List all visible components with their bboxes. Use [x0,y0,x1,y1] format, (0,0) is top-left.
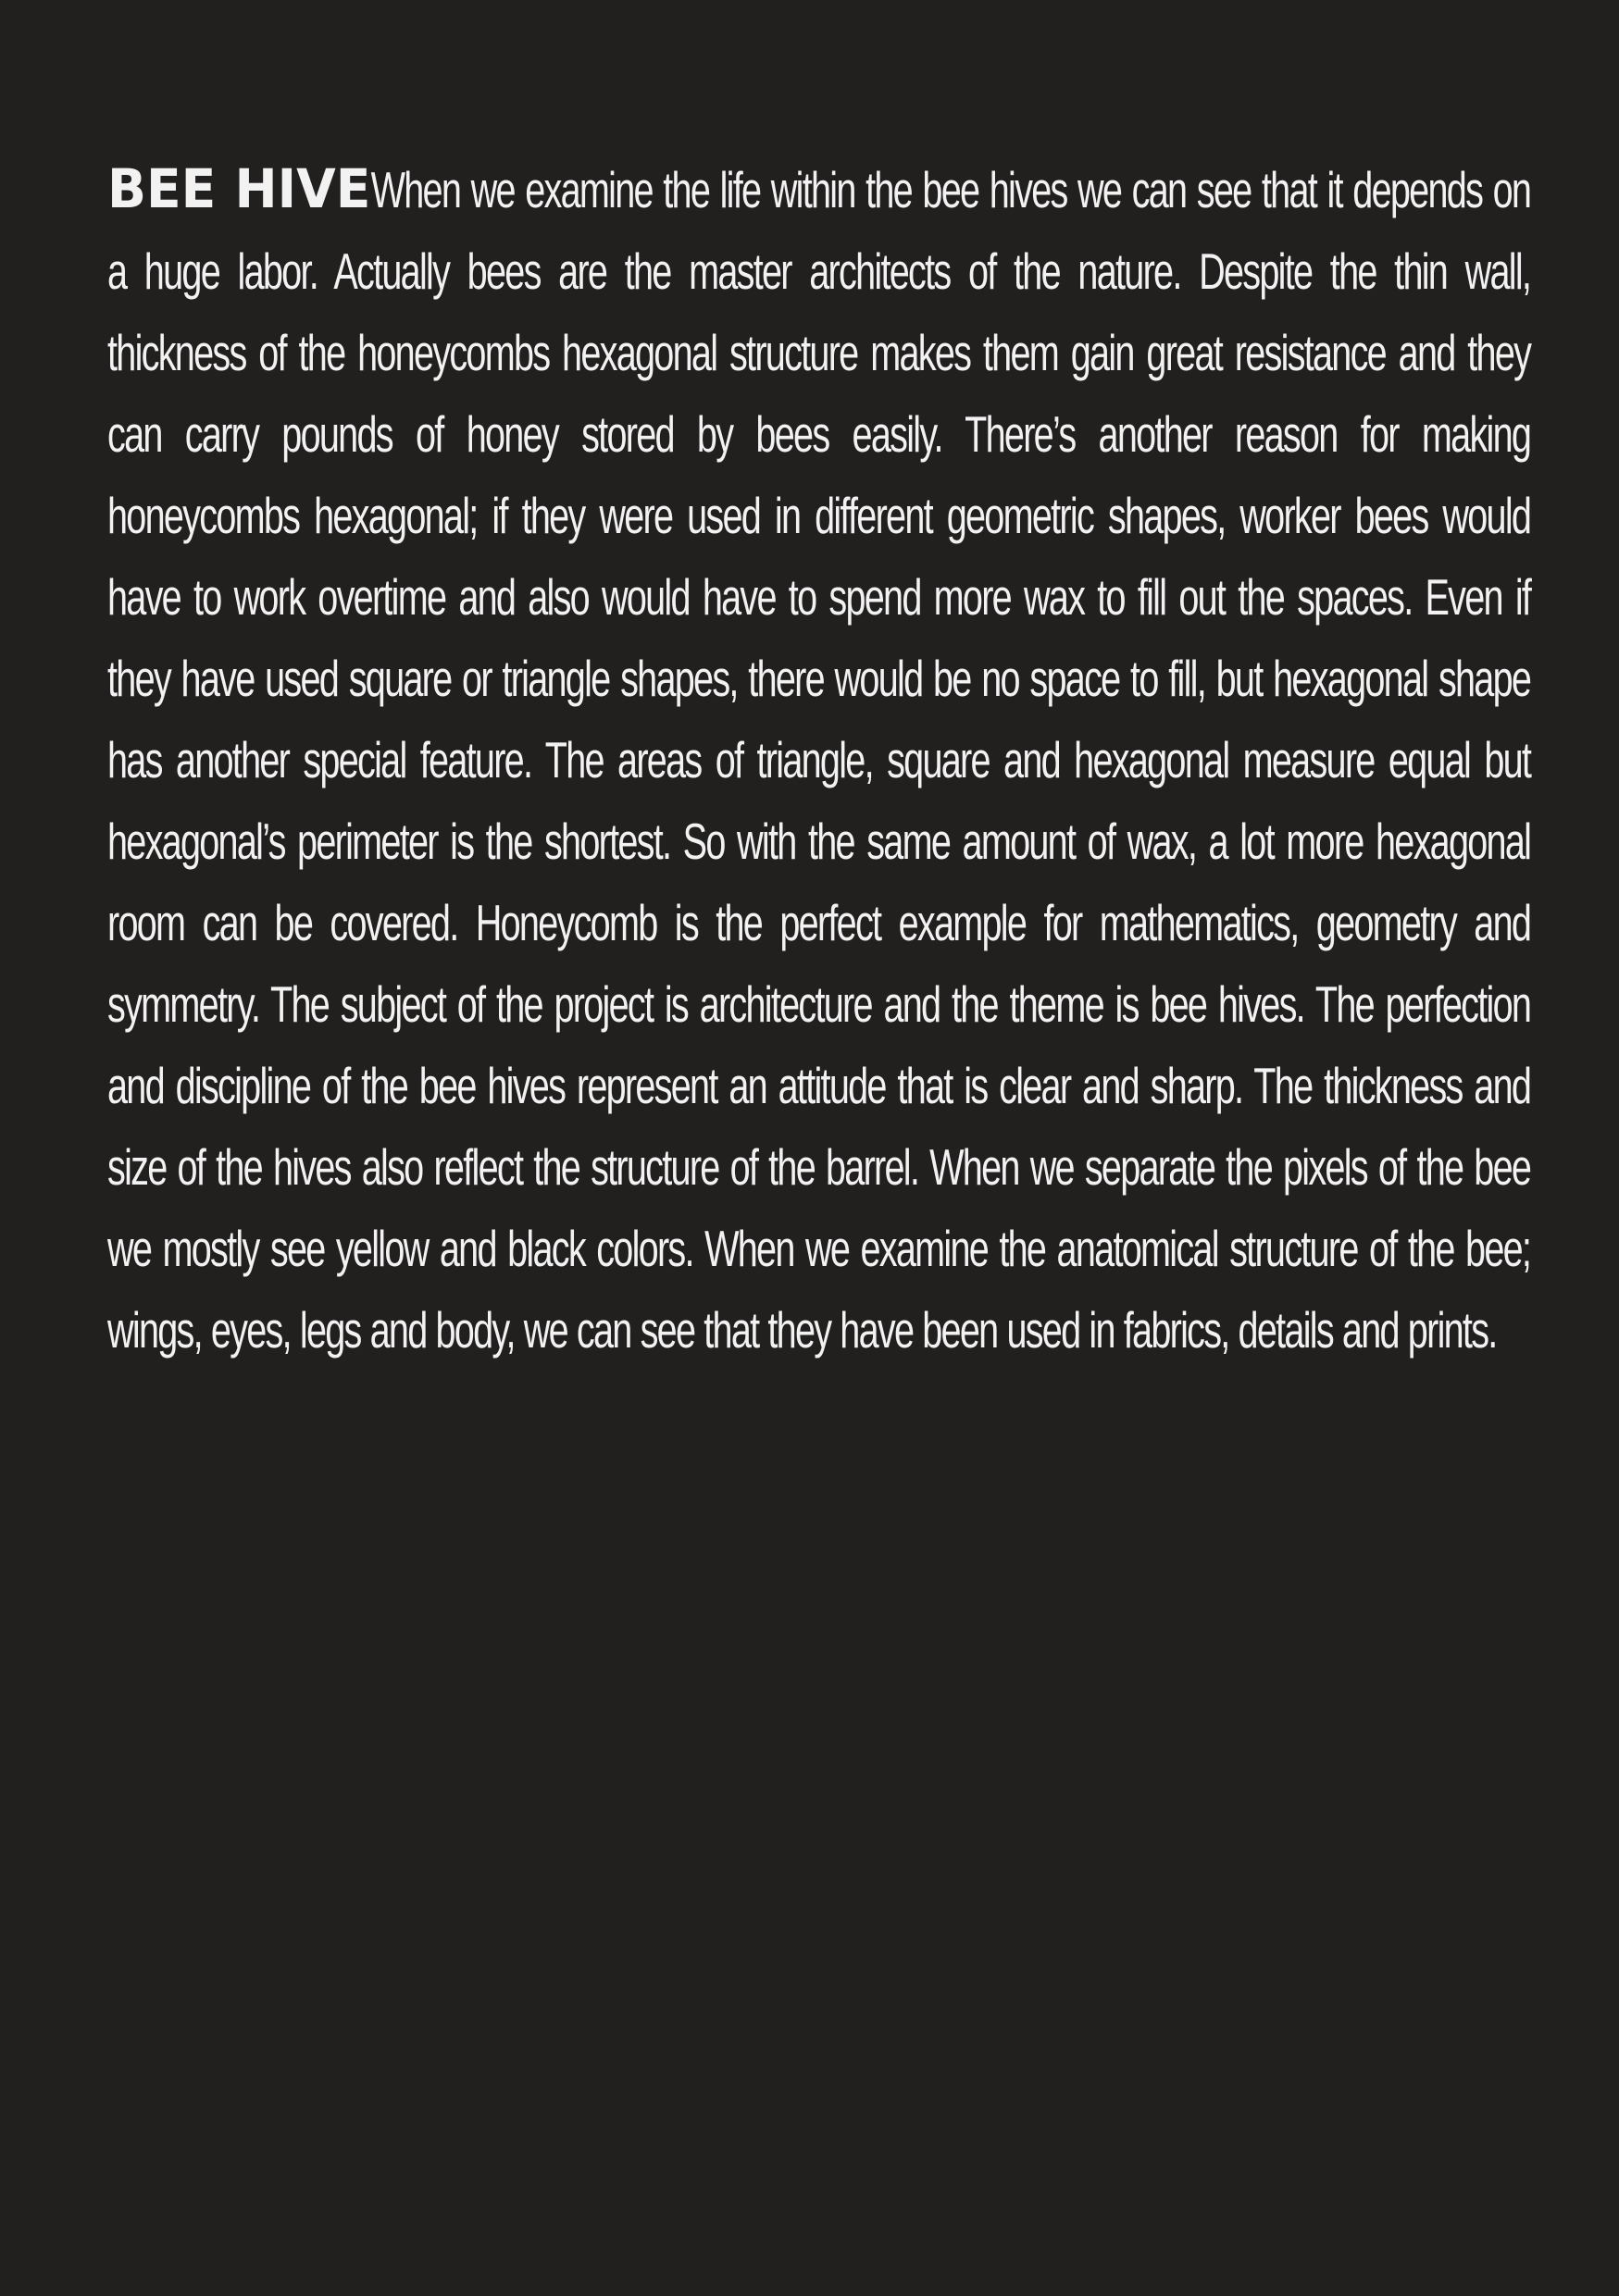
document-title: BEE HIVE [107,157,371,220]
body-text: When we examine the life within the bee hives we can see that it depends on a huge labor. Actually bees are the master architects of the nature. Despite the thin wall, thickness of the honeycombs hexagonal structure makes them gain great resistance and they can carry pounds of honey stored by bees easily. There’s another reason for making honeycombs hexagonal; if they were used in different geometric shapes, worker bees would have to work overtime and also would have to spend more wax to fill out the spaces. Even if they have used square or triangle shapes, there would be no space to fill, but hexagonal shape has another special feature. The areas of triangle, square and hexagonal measure equal but hexagonal’s perimeter is the shortest. So with the same amount of wax, a lot more hexagonal room can be covered. Honeycomb is the perfect example for mathematics, geometry and symmetry. The subject of the project is architecture and the theme is bee hives. The perfection and discipline of the bee hives represent an attitude that is clear and sharp. The thickness and size of the hives also reflect the structure of the barrel. When we separate the pixels of the bee we mostly see yellow and black colors. When we examine the anatomical structure of the bee; wings, eyes, legs and body, we can see that they have been used in fabrics, details and prints. [107,161,1531,1359]
body-paragraph [107,148,1530,1371]
